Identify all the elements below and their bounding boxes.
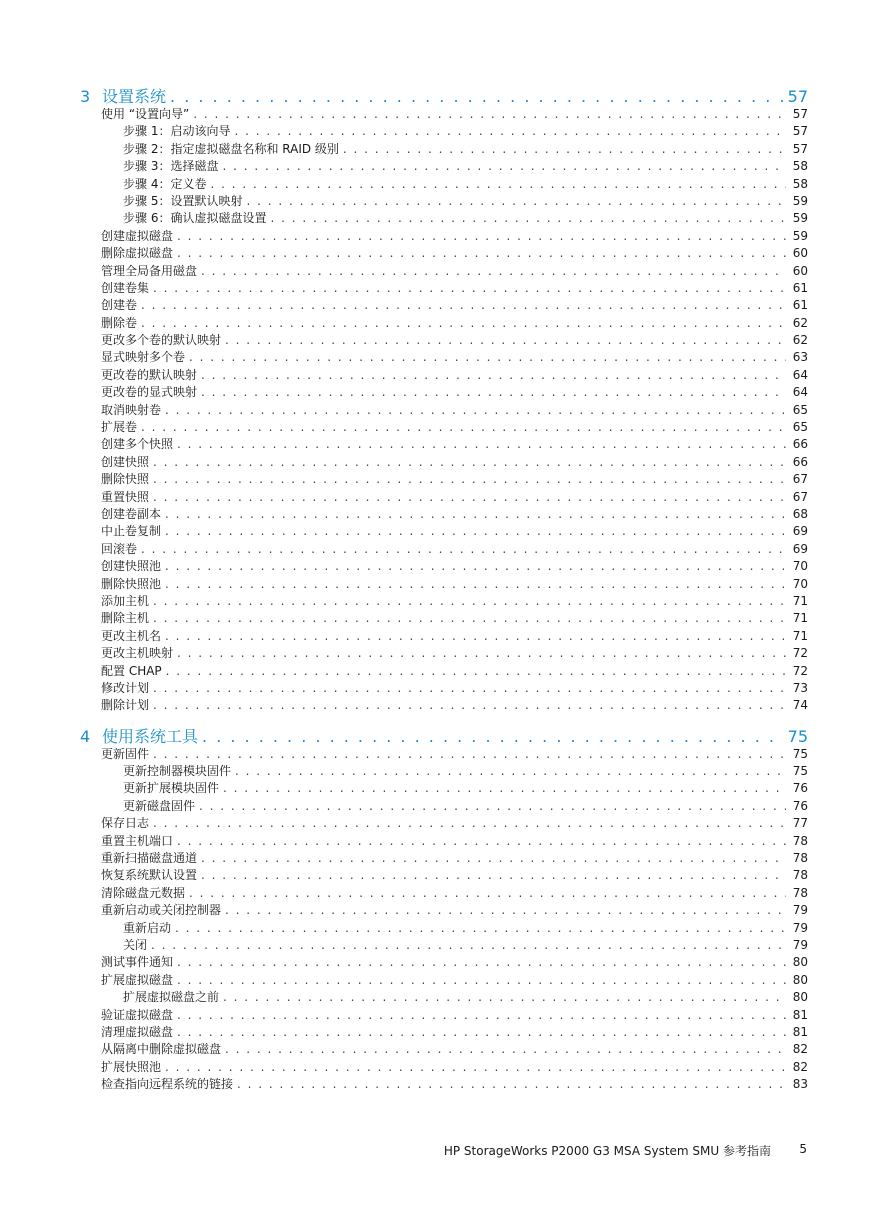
toc-section-entry[interactable] <box>80 245 808 262</box>
toc-page-number: 60 <box>792 263 808 278</box>
toc-page-number: 58 <box>792 176 808 191</box>
toc-section-entry[interactable] <box>80 228 808 245</box>
toc-dot-leader <box>177 645 786 662</box>
toc-dot-leader <box>165 506 786 523</box>
toc-page-number: 70 <box>792 576 808 591</box>
toc-page-number: 75 <box>787 726 808 746</box>
toc-entry-title: 更新固件 <box>101 746 150 761</box>
footer-page-number: 5 <box>799 1142 807 1156</box>
toc-section-entry[interactable] <box>80 885 808 902</box>
toc-entry-title: 配置 CHAP <box>101 663 162 678</box>
toc-dot-leader <box>177 972 786 989</box>
toc-section-entry[interactable] <box>80 1024 808 1041</box>
toc-dot-leader <box>225 1041 786 1058</box>
toc-dot-leader <box>199 798 786 815</box>
toc-entry-title: 清除磁盘元数据 <box>101 885 186 900</box>
toc-entry-title: 关闭 <box>123 937 148 952</box>
toc-entry-title: 保存日志 <box>101 816 150 831</box>
toc-section-entry[interactable] <box>80 1059 808 1076</box>
toc-section-entry[interactable] <box>80 1041 808 1058</box>
toc-section-entry[interactable] <box>80 367 808 384</box>
toc-page-number: 76 <box>792 798 808 813</box>
toc-section-entry[interactable] <box>80 315 808 332</box>
toc-page-number: 75 <box>792 746 808 761</box>
toc-dot-leader <box>223 780 786 797</box>
toc-page-number: 62 <box>792 333 808 348</box>
toc-dot-leader <box>193 106 786 123</box>
toc-dot-leader <box>222 158 786 175</box>
toc-section-entry[interactable] <box>80 489 808 506</box>
toc-entry-title: 删除卷 <box>101 315 138 330</box>
toc-entry-title: 管理全局备用磁盘 <box>101 263 198 278</box>
toc-dot-leader <box>210 176 786 193</box>
toc-entry-title: 使用 “设置向导” <box>101 107 190 121</box>
toc-dot-leader <box>151 937 786 954</box>
toc-section-entry[interactable] <box>80 697 808 714</box>
toc-entry-title: 创建多个快照 <box>101 437 174 452</box>
toc-dot-leader <box>141 315 786 332</box>
toc-entry-title: 更新扩展模块固件 <box>123 781 220 796</box>
toc-entry-title: 验证虚拟磁盘 <box>101 1007 174 1022</box>
toc-dot-leader <box>166 663 786 680</box>
toc-chapter-number: 4 <box>80 726 91 746</box>
toc-entry-title: 重置快照 <box>101 489 150 504</box>
toc-entry-title: 创建快照 <box>101 454 150 469</box>
toc-section-entry[interactable] <box>80 541 808 558</box>
toc-entry-title: 检查指向远程系统的链接 <box>101 1077 234 1092</box>
toc-page-number: 73 <box>792 680 808 695</box>
toc-page-number: 74 <box>792 698 808 713</box>
toc-dot-leader <box>165 523 786 540</box>
toc-dot-leader <box>201 867 786 884</box>
toc-entry-title: 扩展虚拟磁盘 <box>101 972 174 987</box>
toc-page-number: 59 <box>792 211 808 226</box>
toc-page-number: 65 <box>792 420 808 435</box>
toc-page-number: 57 <box>792 107 808 121</box>
toc-dot-leader <box>153 746 786 763</box>
toc-dot-leader <box>177 436 786 453</box>
toc-entry-title: 删除虚拟磁盘 <box>101 246 174 261</box>
toc-section-entry[interactable] <box>80 867 808 884</box>
toc-section-entry[interactable] <box>80 263 808 280</box>
toc-entry-title: 重新启动 <box>123 920 172 935</box>
toc-section-entry[interactable] <box>80 402 808 419</box>
toc-subsection-entry[interactable] <box>80 193 808 210</box>
toc-entry-title: 步骤 3：选择磁盘 <box>123 159 219 174</box>
toc-entry-title: 更新控制器模块固件 <box>123 764 232 779</box>
toc-section-entry[interactable] <box>80 454 808 471</box>
toc-subsection-entry[interactable] <box>80 780 808 797</box>
toc-entry-title: 删除快照池 <box>101 576 162 591</box>
toc-entry-title: 扩展虚拟磁盘之前 <box>123 990 220 1005</box>
toc-dot-leader <box>225 902 786 919</box>
toc-page-number: 57 <box>787 87 808 106</box>
toc-dot-leader <box>189 349 786 366</box>
toc-page-number: 71 <box>792 628 808 643</box>
toc-chapter-entry[interactable] <box>80 724 808 746</box>
toc-page-number: 65 <box>792 402 808 417</box>
toc-dot-leader <box>202 727 784 746</box>
toc-section-entry[interactable] <box>80 680 808 697</box>
toc-page-number: 72 <box>792 646 808 661</box>
toc-dot-leader <box>141 419 786 436</box>
toc-dot-leader <box>343 141 786 158</box>
toc-entry-title: 重新扫描磁盘通道 <box>101 851 198 866</box>
toc-page-number: 79 <box>792 920 808 935</box>
footer-doc-title: HP StorageWorks P2000 G3 MSA System SMU 参考指南 <box>443 1144 771 1158</box>
toc-dot-leader <box>177 833 786 850</box>
toc-page-number: 80 <box>792 972 808 987</box>
toc-page-number: 81 <box>792 1024 808 1039</box>
toc-page-number: 70 <box>792 559 808 574</box>
toc-dot-leader <box>246 193 786 210</box>
toc-section-entry[interactable] <box>80 384 808 401</box>
toc-dot-leader <box>165 628 786 645</box>
toc-section-entry[interactable] <box>80 576 808 593</box>
toc-entry-title: 修改计划 <box>101 680 150 695</box>
toc-dot-leader <box>175 920 786 937</box>
toc-page-number: 57 <box>792 124 808 139</box>
toc-subsection-entry[interactable] <box>80 210 808 227</box>
toc-dot-leader <box>153 489 786 506</box>
toc-entry-title: 步骤 1：启动该向导 <box>123 124 231 139</box>
toc-entry-title: 更新磁盘固件 <box>123 798 196 813</box>
toc-section-entry[interactable] <box>80 280 808 297</box>
toc-subsection-entry[interactable] <box>80 141 808 158</box>
toc-entry-title: 创建卷 <box>101 298 138 313</box>
toc-subsection-entry[interactable] <box>80 763 808 780</box>
toc-dot-leader <box>165 558 786 575</box>
toc-page-number: 64 <box>792 385 808 400</box>
toc-chapter-number: 3 <box>80 87 91 106</box>
toc-section-entry[interactable] <box>80 833 808 850</box>
toc-dot-leader <box>165 1059 786 1076</box>
toc-section-entry[interactable] <box>80 523 808 540</box>
toc-dot-leader <box>153 280 786 297</box>
toc-subsection-entry[interactable] <box>80 798 808 815</box>
toc-entry-title: 删除计划 <box>101 698 150 713</box>
toc-page-number: 59 <box>792 228 808 243</box>
toc-entry-title: 中止卷复制 <box>101 524 162 539</box>
toc-entry-title: 删除快照 <box>101 472 150 487</box>
toc-section-entry[interactable] <box>80 506 808 523</box>
toc-entry-title: 更改主机名 <box>101 628 162 643</box>
toc-section-entry[interactable] <box>80 902 808 919</box>
toc-entry-title: 步骤 4：定义卷 <box>123 176 207 191</box>
toc-entry-title: 扩展卷 <box>101 420 138 435</box>
toc-entry-title: 重新启动或关闭控制器 <box>101 903 222 918</box>
toc-dot-leader <box>223 989 786 1006</box>
toc-page-number: 78 <box>792 868 808 883</box>
toc-dot-leader <box>201 384 786 401</box>
toc-page-number: 69 <box>792 524 808 539</box>
toc-subsection-entry[interactable] <box>80 123 808 140</box>
toc-entry-title: 步骤 6：确认虚拟磁盘设置 <box>123 211 267 226</box>
toc-dot-leader <box>153 454 786 471</box>
toc-entry-title: 创建快照池 <box>101 559 162 574</box>
toc-page-number: 58 <box>792 159 808 174</box>
toc-dot-leader <box>177 1007 786 1024</box>
toc-section-entry[interactable] <box>80 436 808 453</box>
toc-dot-leader <box>189 885 786 902</box>
toc-section-entry[interactable] <box>80 332 808 349</box>
toc-section-entry[interactable] <box>80 663 808 680</box>
toc-page-number: 80 <box>792 990 808 1005</box>
toc-subsection-entry[interactable] <box>80 937 808 954</box>
toc-page-number: 67 <box>792 489 808 504</box>
toc-entry-title: 使用系统工具 <box>102 726 199 746</box>
toc-page-number: 67 <box>792 472 808 487</box>
toc-dot-leader <box>165 402 786 419</box>
toc-dot-leader <box>165 576 786 593</box>
toc-entry-title: 更改卷的默认映射 <box>101 367 198 382</box>
toc-dot-leader <box>153 593 786 610</box>
toc-section-entry[interactable] <box>80 972 808 989</box>
toc-section-entry[interactable] <box>80 850 808 867</box>
toc-page-number: 75 <box>792 764 808 779</box>
toc-page-number: 59 <box>792 193 808 208</box>
toc-entry-title: 测试事件通知 <box>101 955 174 970</box>
toc-dot-leader <box>153 815 786 832</box>
toc-dot-leader <box>153 680 786 697</box>
toc-page-number: 72 <box>792 663 808 678</box>
toc-dot-leader <box>225 332 786 349</box>
toc-section-entry[interactable] <box>80 471 808 488</box>
toc-entry-title: 从隔离中删除虚拟磁盘 <box>101 1042 222 1057</box>
toc-page-number: 68 <box>792 506 808 521</box>
toc-dot-leader <box>201 263 786 280</box>
toc-subsection-entry[interactable] <box>80 158 808 175</box>
toc-dot-leader <box>270 210 786 227</box>
toc-dot-leader <box>141 297 786 314</box>
toc-section-entry[interactable] <box>80 954 808 971</box>
toc-subsection-entry[interactable] <box>80 920 808 937</box>
toc-chapter-entry[interactable] <box>80 84 808 106</box>
toc-entry-title: 重置主机端口 <box>101 833 174 848</box>
toc-section-entry[interactable] <box>80 106 808 123</box>
toc-section-entry[interactable] <box>80 419 808 436</box>
toc-dot-leader <box>235 763 786 780</box>
toc-dot-leader <box>170 87 784 106</box>
toc-dot-leader <box>177 1024 786 1041</box>
toc-entry-title: 更改主机映射 <box>101 646 174 661</box>
toc-entry-title: 回滚卷 <box>101 541 138 556</box>
toc-section-entry[interactable] <box>80 593 808 610</box>
toc-page-number: 81 <box>792 1007 808 1022</box>
toc-page-number: 78 <box>792 885 808 900</box>
toc-dot-leader <box>153 697 786 714</box>
toc-page-number: 79 <box>792 903 808 918</box>
toc-section-entry[interactable] <box>80 645 808 662</box>
toc-page-number: 69 <box>792 541 808 556</box>
toc-entry-title: 删除主机 <box>101 611 150 626</box>
toc-entry-title: 取消映射卷 <box>101 402 162 417</box>
toc-page-number: 77 <box>792 816 808 831</box>
toc-entry-title: 清理虚拟磁盘 <box>101 1024 174 1039</box>
toc-page-number: 76 <box>792 781 808 796</box>
toc-section-entry[interactable] <box>80 746 808 763</box>
toc-section-entry[interactable] <box>80 628 808 645</box>
toc-page-number: 71 <box>792 593 808 608</box>
table-of-contents <box>80 84 808 1093</box>
toc-page-number: 82 <box>792 1059 808 1074</box>
toc-dot-leader <box>177 954 786 971</box>
toc-page-number: 78 <box>792 851 808 866</box>
toc-page-number: 64 <box>792 367 808 382</box>
toc-dot-leader <box>153 471 786 488</box>
toc-page-number: 71 <box>792 611 808 626</box>
toc-dot-leader <box>237 1076 786 1093</box>
toc-entry-title: 更改多个卷的默认映射 <box>101 333 222 348</box>
toc-entry-title: 设置系统 <box>102 87 167 106</box>
toc-page-number: 57 <box>792 141 808 156</box>
toc-section-entry[interactable] <box>80 558 808 575</box>
toc-page-number: 66 <box>792 437 808 452</box>
toc-dot-leader <box>153 610 786 627</box>
toc-section-entry[interactable] <box>80 610 808 627</box>
toc-entry-title: 创建卷副本 <box>101 506 162 521</box>
toc-dot-leader <box>201 850 786 867</box>
toc-page-number: 80 <box>792 955 808 970</box>
toc-page-number: 60 <box>792 246 808 261</box>
toc-entry-title: 恢复系统默认设置 <box>101 868 198 883</box>
toc-dot-leader <box>141 541 786 558</box>
toc-subsection-entry[interactable] <box>80 989 808 1006</box>
toc-page-number: 61 <box>792 280 808 295</box>
toc-entry-title: 更改卷的显式映射 <box>101 385 198 400</box>
toc-entry-title: 添加主机 <box>101 593 150 608</box>
toc-subsection-entry[interactable] <box>80 176 808 193</box>
toc-section-entry[interactable] <box>80 1076 808 1093</box>
toc-entry-title: 创建虚拟磁盘 <box>101 228 174 243</box>
toc-section-entry[interactable] <box>80 297 808 314</box>
toc-entry-title: 创建卷集 <box>101 280 150 295</box>
toc-page-number: 82 <box>792 1042 808 1057</box>
toc-page-number: 62 <box>792 315 808 330</box>
toc-page-number: 61 <box>792 298 808 313</box>
toc-dot-leader <box>177 245 786 262</box>
toc-dot-leader <box>201 367 786 384</box>
toc-section-entry[interactable] <box>80 1007 808 1024</box>
toc-entry-title: 显式映射多个卷 <box>101 350 186 365</box>
toc-page-number: 78 <box>792 833 808 848</box>
toc-page-number: 83 <box>792 1077 808 1092</box>
toc-page-number: 63 <box>792 350 808 365</box>
toc-entry-title: 扩展快照池 <box>101 1059 162 1074</box>
toc-dot-leader <box>177 228 786 245</box>
toc-dot-leader <box>234 123 786 140</box>
toc-section-entry[interactable] <box>80 815 808 832</box>
toc-page-number: 79 <box>792 937 808 952</box>
toc-entry-title: 步骤 2：指定虚拟磁盘名称和 RAID 级别 <box>123 141 339 156</box>
toc-section-entry[interactable] <box>80 349 808 366</box>
toc-entry-title: 步骤 5：设置默认映射 <box>123 193 243 208</box>
toc-page-number: 66 <box>792 454 808 469</box>
